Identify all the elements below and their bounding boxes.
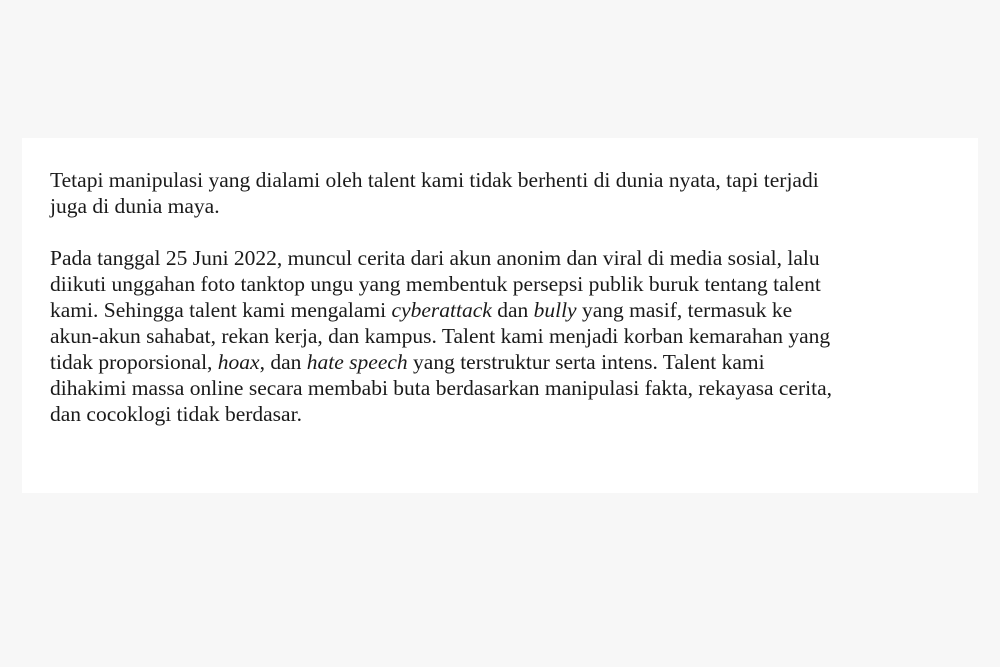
text-segment: tidak proporsional, bbox=[50, 350, 218, 374]
paragraph-2-line-6: dihakimi massa online secara membabi buta berdasarkan manipulasi fakta, rekayasa cerita, bbox=[50, 376, 833, 400]
emphasis-bully: bully bbox=[533, 298, 577, 322]
text-segment: yang terstruktur serta intens. Talent kami bbox=[407, 350, 765, 374]
text-segment: kami. Sehingga talent kami mengalami bbox=[50, 298, 392, 322]
paragraph-2-line-7: dan cocoklogi tidak berdasar. bbox=[50, 402, 302, 426]
paragraph-1-line-1: Tetapi manipulasi yang dialami oleh talent kami tidak berhenti di dunia nyata, tapi terjadi bbox=[50, 168, 819, 192]
text-segment: dan bbox=[491, 298, 534, 322]
paragraph-1 bbox=[50, 167, 950, 219]
paragraph-2 bbox=[50, 245, 950, 427]
paragraph-1-line-2: juga di dunia maya. bbox=[50, 194, 220, 218]
paragraph-2-line-1: Pada tanggal 25 Juni 2022, muncul cerita dari akun anonim dan viral di media sosial, lalu bbox=[50, 246, 820, 270]
emphasis-hoax: hoax bbox=[217, 350, 260, 374]
statement-text bbox=[50, 167, 950, 427]
paragraph-2-line-4: akun-akun sahabat, rekan kerja, dan kampus. Talent kami menjadi korban kemarahan yang bbox=[50, 324, 831, 348]
text-segment: , dan bbox=[259, 350, 307, 374]
paragraph-2-line-5 bbox=[50, 349, 950, 375]
paragraph-2-line-2: diikuti unggahan foto tanktop ungu yang membentuk persepsi publik buruk tentang talent bbox=[50, 272, 821, 296]
paragraph-2-line-3 bbox=[50, 297, 950, 323]
emphasis-cyberattack: cyberattack bbox=[391, 298, 492, 322]
emphasis-hate-speech: hate speech bbox=[306, 350, 408, 374]
text-segment: yang masif, termasuk ke bbox=[576, 298, 793, 322]
